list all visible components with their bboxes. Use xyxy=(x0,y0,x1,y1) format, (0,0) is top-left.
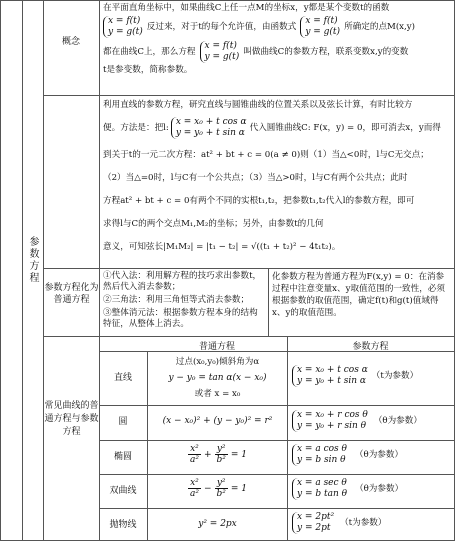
hyperbola-op: − xyxy=(203,483,212,494)
divider-lineparam xyxy=(43,268,455,269)
param-hyperbola xyxy=(292,478,452,500)
lineparam-p7: 意义，可知弦长|M₁M₂| = |t₁ − t₂| = √((t₁ + t₂)² − 4t₁t₂)。 xyxy=(103,242,341,252)
param-parabola-note: （t为参数） xyxy=(340,517,387,528)
divider-normal-param xyxy=(287,336,288,541)
convert-method-2: ②三角法：利用三角恒等式消去参数； xyxy=(103,295,250,305)
concept-sys3-top: x = f(t) xyxy=(204,41,237,51)
concept-sys2-top: x = f(t) xyxy=(305,16,338,26)
param-line-bot: y = y₀ + t sin α xyxy=(297,376,367,386)
concept-line3-start: 都在曲线C上，那么方程 xyxy=(103,46,196,57)
concept-sys1-top: x = f(t) xyxy=(108,16,141,26)
param-parabola-sys xyxy=(292,512,334,534)
normal-line-1: 过点(x₀,y₀)倾斜角为α xyxy=(175,357,260,367)
hyperbola-num-x: x² xyxy=(190,478,199,488)
concept-line2-end: 所确定的点M(x,y) xyxy=(344,21,415,32)
lineparam-p1: 利用直线的参数方程，研究直线与圆锥曲线的位置关系以及弦长计算，有时比较方 xyxy=(103,100,413,110)
param-circle-bot: y = y₀ + r sin θ xyxy=(297,421,367,431)
section-label-cell xyxy=(22,215,43,305)
param-hyperbola-top: x = a sec θ xyxy=(297,478,347,488)
param-ellipse-bot: y = b sin θ xyxy=(297,455,346,465)
divider-concept xyxy=(43,95,455,96)
lineparam-p2-end: 代入圆锥曲线C: F(x，y) = 0，即可消去x，y而得 xyxy=(249,123,441,133)
section-label: 参数方程 xyxy=(27,236,38,284)
param-line xyxy=(292,365,452,387)
param-parabola-bot: y = 2pt xyxy=(297,523,331,533)
concept-sys3-bot: y = g(t) xyxy=(204,52,240,62)
param-ellipse-sys xyxy=(292,444,347,466)
lineparam-body xyxy=(103,99,451,253)
header-param: 参数方程 xyxy=(352,342,389,352)
header-normal: 普通方程 xyxy=(198,342,235,352)
convert-label: 参数方程化为普通方程 xyxy=(44,283,99,305)
param-circle-note: （θ为参数） xyxy=(373,415,422,426)
param-circle xyxy=(292,410,452,432)
concept-line3-end: 叫做曲线C的参数方程，联系变数x,y的变数 xyxy=(243,46,409,57)
divider-row-circle xyxy=(99,440,455,441)
convert-method-3: ③整体消元法：根据参数方程本身的结构特征，从整体上消去。 xyxy=(103,308,258,329)
concept-body xyxy=(103,3,451,76)
normal-circle: (x − x₀)² + (y − y₀)² = r² xyxy=(162,416,273,426)
divider-convert xyxy=(43,336,455,337)
param-circle-top: x = x₀ + r cos θ xyxy=(297,410,368,420)
concept-sys1 xyxy=(103,16,143,38)
concept-line4: t是参变数，简称参数。 xyxy=(103,65,193,75)
param-hyperbola-note: （θ为参数） xyxy=(355,483,404,494)
normal-parabola: y² = 2px xyxy=(198,519,237,529)
concept-line2-mid: 反过来，对于t的每个允许值，由函数式 xyxy=(146,21,297,32)
concept-label: 概念 xyxy=(61,37,80,47)
lineparam-p4: （2）当△=0时，l与C有一个公共点；（3）当△>0时，l与C有两个公共点；此时 xyxy=(103,173,408,183)
hyperbola-rhs: = 1 xyxy=(230,483,248,494)
hyperbola-frac-x xyxy=(188,478,201,499)
curve-name-ellipse: 椭圆 xyxy=(113,452,132,462)
divider-curve-name xyxy=(147,351,148,541)
param-parabola-top: x = 2pt² xyxy=(297,512,335,522)
lineparam-p3: 到关于t的一元二次方程：at² + bt + c = 0(a ≠ 0)则（1）当△<0时，l与C无交点； xyxy=(103,150,429,160)
common-label: 常见曲线的普通方程与参数方程 xyxy=(44,401,99,437)
lineparam-p2-start: 便。方法是：把l: xyxy=(103,123,169,133)
hyperbola-den-x: a² xyxy=(189,489,199,499)
border-top xyxy=(0,0,455,1)
lineparam-sys-bot: y = y₀ + t sin α xyxy=(175,128,245,138)
curve-name-circle: 圆 xyxy=(118,417,128,427)
border-left xyxy=(0,0,1,541)
normal-hyperbola xyxy=(150,478,285,499)
curve-name-parabola: 抛物线 xyxy=(109,520,137,530)
concept-line1: 在平面直角坐标中，如果曲线C上任一点M的坐标x，y都是某个变数t的函数 xyxy=(103,3,390,13)
ellipse-den-y: b² xyxy=(216,455,226,465)
param-line-top: x = x₀ + t cos α xyxy=(297,365,368,375)
lineparam-sys-top: x = x₀ + t cos α xyxy=(175,117,247,127)
lineparam-sys xyxy=(171,117,247,139)
normal-line xyxy=(150,354,285,402)
divider-row-ellipse xyxy=(99,474,455,475)
convert-right: 化参数方程为普通方程为F(x,y) = 0：在消参过程中注意变量x、y取值范围的一致性，必须根据参数的取值范围，确定f(t)和g(t)值域得x、y的取值范围。 xyxy=(272,272,445,318)
normal-line-2: y − y₀ = tan α(x − x₀) xyxy=(168,373,267,383)
concept-line3 xyxy=(103,41,451,63)
param-hyperbola-sys xyxy=(292,478,347,500)
ellipse-rhs: = 1 xyxy=(230,449,248,460)
concept-sys2-bot: y = g(t) xyxy=(305,27,341,37)
lineparam-p2 xyxy=(103,117,451,139)
divider-convert-mid xyxy=(268,268,269,336)
divider-col2 xyxy=(43,0,44,541)
concept-sys2 xyxy=(300,16,340,38)
param-parabola xyxy=(292,512,452,534)
concept-sys1-bot: y = g(t) xyxy=(108,27,143,37)
ellipse-frac-x xyxy=(188,444,201,465)
ellipse-num-y: y² xyxy=(216,444,226,454)
curve-name-line: 直线 xyxy=(113,373,132,383)
divider-row-line xyxy=(99,405,455,406)
divider-row-hyperbola xyxy=(99,508,455,509)
ellipse-den-x: a² xyxy=(189,455,199,465)
param-ellipse xyxy=(292,444,452,466)
ellipse-op: + xyxy=(203,449,212,460)
curve-name-hyperbola: 双曲线 xyxy=(109,486,137,496)
hyperbola-num-y: y² xyxy=(216,478,226,488)
hyperbola-frac-y xyxy=(215,478,228,499)
convert-method-1: ①代入法：利用解方程的技巧求出参数t，然后代入消去参数； xyxy=(103,271,262,292)
ellipse-num-x: x² xyxy=(190,444,199,454)
concept-sys3 xyxy=(200,41,240,63)
param-ellipse-note: （θ为参数） xyxy=(354,449,404,460)
param-line-note: （t为参数） xyxy=(371,370,419,381)
param-hyperbola-bot: y = b tan θ xyxy=(297,489,348,499)
normal-ellipse xyxy=(150,444,285,465)
hyperbola-den-y: b² xyxy=(216,489,226,499)
ellipse-frac-y xyxy=(215,444,228,465)
normal-line-3: 或者 x = x₀ xyxy=(194,389,241,399)
param-line-sys xyxy=(292,365,368,387)
lineparam-p6: 求得l与C的两个交点M₁,M₂的坐标；另外，由参数t的几何 xyxy=(103,219,324,229)
concept-line2 xyxy=(103,16,451,38)
lineparam-p5: 方程at² + bt + c = 0有两个不同的实根t₁,t₂，把参数t₁,t₂代入l的参数方程，即可 xyxy=(103,196,415,206)
param-circle-sys xyxy=(292,410,368,432)
convert-methods xyxy=(103,271,265,330)
param-ellipse-top: x = a cos θ xyxy=(297,444,347,454)
